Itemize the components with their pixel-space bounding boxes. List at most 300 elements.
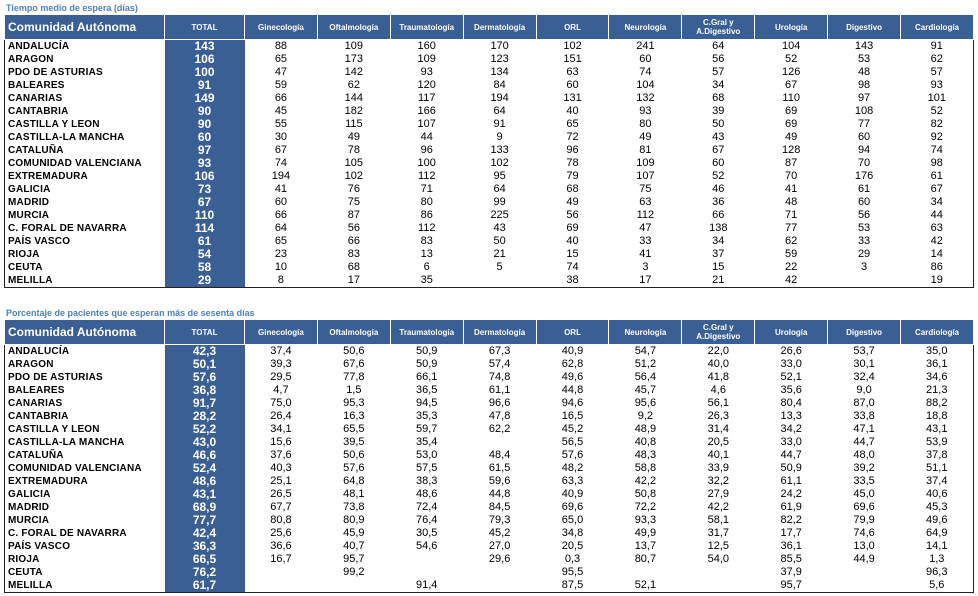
value-cell: 42,2 bbox=[707, 501, 729, 513]
value-cell: 57 bbox=[712, 66, 725, 78]
value-cell bbox=[682, 579, 755, 593]
table-row bbox=[5, 501, 974, 514]
value-cell: 59 bbox=[274, 79, 288, 91]
value-cell: 39 bbox=[712, 105, 725, 117]
value-cell bbox=[682, 566, 755, 579]
value-cell: 57,4 bbox=[488, 358, 511, 370]
value-cell: 13 bbox=[420, 248, 433, 260]
value-cell: 18,8 bbox=[926, 410, 948, 422]
value-cell: 40 bbox=[566, 105, 579, 117]
value-cell: 60 bbox=[712, 157, 725, 169]
value-cell: 14 bbox=[930, 248, 943, 260]
total-cell: 60 bbox=[165, 131, 245, 144]
value-cell: 33,0 bbox=[780, 358, 802, 370]
value-cell: 35 bbox=[420, 274, 433, 286]
value-cell: 49 bbox=[347, 131, 360, 143]
table-row bbox=[5, 235, 974, 248]
value-cell: 84 bbox=[493, 79, 506, 91]
value-cell: 64,8 bbox=[343, 475, 365, 487]
value-cell: 59,7 bbox=[416, 423, 438, 435]
value-cell: 107 bbox=[636, 170, 655, 182]
total-cell: 46,6 bbox=[165, 449, 245, 462]
total-cell: 43,1 bbox=[165, 488, 245, 501]
region-cell: CANTABRIA bbox=[8, 411, 69, 422]
table-row bbox=[5, 170, 974, 183]
value-cell: 60 bbox=[857, 131, 871, 143]
total-cell: 110 bbox=[165, 209, 245, 222]
value-cell: 241 bbox=[636, 40, 655, 52]
table-row bbox=[5, 79, 974, 92]
value-cell: 75,0 bbox=[270, 397, 292, 409]
value-cell: 100 bbox=[417, 157, 436, 169]
value-cell: 33 bbox=[639, 235, 652, 247]
value-cell: 48,4 bbox=[488, 449, 511, 461]
value-cell: 91 bbox=[930, 40, 943, 52]
value-cell: 48,1 bbox=[343, 488, 365, 500]
total-cell: 114 bbox=[165, 222, 245, 235]
total-cell: 149 bbox=[165, 92, 245, 105]
value-cell: 33,5 bbox=[853, 475, 875, 487]
value-cell: 182 bbox=[344, 105, 364, 117]
region-cell: CASTILLA Y LEON bbox=[8, 119, 100, 130]
value-cell: 50 bbox=[712, 118, 725, 130]
value-cell: 50,9 bbox=[416, 345, 438, 357]
value-cell bbox=[317, 579, 390, 593]
value-cell: 22,0 bbox=[707, 345, 729, 357]
value-cell: 96,6 bbox=[488, 397, 511, 409]
value-cell: 52 bbox=[712, 170, 725, 182]
value-cell: 42 bbox=[930, 235, 943, 247]
value-cell: 34,1 bbox=[270, 423, 292, 435]
value-cell: 69 bbox=[785, 118, 798, 130]
value-cell: 93 bbox=[930, 79, 943, 91]
value-cell: 61,1 bbox=[488, 384, 511, 396]
value-cell: 57,5 bbox=[416, 462, 438, 474]
value-cell: 42 bbox=[785, 274, 798, 286]
total-cell: 90 bbox=[165, 118, 245, 131]
total-cell: 54 bbox=[165, 248, 245, 261]
value-cell bbox=[390, 553, 463, 566]
value-cell: 49 bbox=[566, 196, 579, 208]
value-cell: 51,2 bbox=[634, 358, 657, 370]
value-cell: 134 bbox=[490, 66, 509, 78]
region-cell: CANARIAS bbox=[8, 93, 63, 104]
value-cell: 27,0 bbox=[488, 540, 511, 552]
column-header: Dermatología bbox=[463, 15, 536, 40]
value-cell: 58,1 bbox=[707, 514, 729, 526]
value-cell: 36,6 bbox=[270, 540, 292, 552]
total-cell: 143 bbox=[165, 40, 245, 54]
value-cell: 72,4 bbox=[416, 501, 438, 513]
total-cell: 52,2 bbox=[165, 423, 245, 436]
value-cell: 49,6 bbox=[926, 514, 948, 526]
value-cell: 67 bbox=[785, 79, 798, 91]
value-cell: 52 bbox=[785, 53, 798, 65]
column-header: Urología bbox=[755, 320, 828, 345]
value-cell: 26,4 bbox=[270, 410, 292, 422]
value-cell: 79,9 bbox=[853, 514, 875, 526]
table-row bbox=[5, 462, 974, 475]
value-cell: 53 bbox=[857, 222, 871, 234]
value-cell: 5 bbox=[496, 261, 503, 273]
value-cell: 15,6 bbox=[270, 436, 292, 448]
value-cell: 225 bbox=[490, 209, 509, 221]
value-cell: 15 bbox=[712, 261, 725, 273]
region-cell: ANDALUCÍA bbox=[8, 41, 70, 52]
region-cell: PDO DE ASTURIAS bbox=[8, 67, 103, 78]
total-cell: 91 bbox=[165, 79, 245, 92]
value-cell: 82,2 bbox=[780, 514, 802, 526]
value-cell: 41 bbox=[785, 183, 798, 195]
table-row bbox=[5, 358, 974, 371]
region-cell: CEUTA bbox=[8, 567, 43, 578]
table-row bbox=[5, 579, 974, 593]
table-row bbox=[5, 105, 974, 118]
value-cell: 44,7 bbox=[853, 436, 875, 448]
value-cell: 76,4 bbox=[416, 514, 438, 526]
value-cell: 22 bbox=[785, 261, 798, 273]
value-cell: 4,6 bbox=[710, 384, 726, 396]
table-row bbox=[5, 514, 974, 527]
header-region: Comunidad Autónoma bbox=[5, 15, 165, 40]
value-cell: 87 bbox=[785, 157, 798, 169]
value-cell: 19 bbox=[930, 274, 943, 286]
value-cell bbox=[828, 579, 901, 593]
total-cell: 50,1 bbox=[165, 358, 245, 371]
value-cell: 95,7 bbox=[343, 553, 365, 565]
value-cell: 160 bbox=[417, 40, 436, 52]
region-cell: MURCIA bbox=[8, 210, 50, 221]
value-cell: 66,1 bbox=[416, 371, 438, 383]
value-cell: 83 bbox=[420, 235, 433, 247]
value-cell: 56 bbox=[712, 53, 725, 65]
value-cell: 112 bbox=[417, 170, 436, 182]
value-cell: 50,8 bbox=[634, 488, 657, 500]
value-cell: 166 bbox=[417, 105, 436, 117]
region-cell: CATALUÑA bbox=[8, 450, 64, 461]
region-cell: C. FORAL DE NAVARRA bbox=[8, 528, 127, 539]
region-cell: COMUNIDAD VALENCIANA bbox=[8, 158, 142, 169]
value-cell: 82 bbox=[930, 118, 943, 130]
value-cell bbox=[245, 566, 318, 579]
value-cell: 45,9 bbox=[343, 527, 365, 539]
value-cell: 77 bbox=[857, 118, 871, 130]
value-cell: 74 bbox=[639, 66, 652, 78]
region-cell: ANDALUCÍA bbox=[8, 346, 70, 357]
value-cell: 62 bbox=[930, 53, 943, 65]
value-cell: 173 bbox=[344, 53, 364, 65]
value-cell: 67,3 bbox=[488, 345, 511, 357]
value-cell: 60 bbox=[639, 53, 652, 65]
value-cell: 93 bbox=[420, 66, 433, 78]
total-cell: 42,3 bbox=[165, 345, 245, 359]
value-cell: 27,9 bbox=[707, 488, 729, 500]
value-cell: 102 bbox=[344, 170, 364, 182]
value-cell: 25,6 bbox=[270, 527, 292, 539]
table1-title: Tiempo medio de espera (días) bbox=[6, 3, 138, 13]
value-cell: 96 bbox=[420, 144, 433, 156]
value-cell: 109 bbox=[344, 40, 364, 52]
value-cell: 44 bbox=[930, 209, 943, 221]
value-cell: 66 bbox=[712, 209, 725, 221]
value-cell: 51,1 bbox=[926, 462, 948, 474]
value-cell: 44,9 bbox=[853, 553, 875, 565]
value-cell: 68 bbox=[566, 183, 579, 195]
header-total: TOTAL bbox=[165, 320, 245, 345]
table-row bbox=[5, 222, 974, 235]
value-cell: 98 bbox=[857, 79, 871, 91]
value-cell: 120 bbox=[417, 79, 436, 91]
value-cell: 194 bbox=[271, 170, 291, 182]
value-cell: 104 bbox=[782, 40, 801, 52]
total-cell: 97 bbox=[165, 144, 245, 157]
total-cell: 68,9 bbox=[165, 501, 245, 514]
value-cell: 109 bbox=[417, 53, 436, 65]
column-header: Urología bbox=[755, 15, 828, 40]
region-cell: MELILLA bbox=[8, 275, 53, 286]
value-cell: 80 bbox=[639, 118, 652, 130]
value-cell: 66 bbox=[274, 92, 288, 104]
value-cell: 74,6 bbox=[853, 527, 875, 539]
total-cell: 42,4 bbox=[165, 527, 245, 540]
table-row bbox=[5, 209, 974, 222]
value-cell: 61 bbox=[930, 170, 943, 182]
table-row bbox=[5, 131, 974, 144]
value-cell: 60 bbox=[566, 79, 579, 91]
column-header: Oftalmología bbox=[317, 320, 390, 345]
value-cell: 87,5 bbox=[561, 579, 584, 591]
total-cell: 106 bbox=[165, 53, 245, 66]
value-cell: 60 bbox=[857, 196, 871, 208]
value-cell: 45 bbox=[274, 105, 288, 117]
value-cell: 77 bbox=[785, 222, 798, 234]
value-cell: 64 bbox=[712, 40, 725, 52]
table-row bbox=[5, 410, 974, 423]
value-cell bbox=[463, 274, 536, 288]
value-cell: 97 bbox=[857, 92, 871, 104]
value-cell: 0,3 bbox=[564, 553, 581, 565]
value-cell: 94,6 bbox=[561, 397, 584, 409]
value-cell: 109 bbox=[636, 157, 655, 169]
value-cell: 5,6 bbox=[929, 579, 945, 591]
value-cell: 74,8 bbox=[488, 371, 511, 383]
value-cell: 112 bbox=[636, 209, 655, 221]
value-cell: 131 bbox=[563, 92, 582, 104]
total-cell: 77,7 bbox=[165, 514, 245, 527]
value-cell: 52,1 bbox=[780, 371, 802, 383]
value-cell: 80,8 bbox=[270, 514, 292, 526]
column-header: Cardiología bbox=[901, 320, 974, 345]
value-cell: 61 bbox=[857, 183, 871, 195]
value-cell: 20,5 bbox=[707, 436, 729, 448]
total-cell: 29 bbox=[165, 274, 245, 288]
value-cell: 75 bbox=[347, 196, 360, 208]
total-cell: 91,7 bbox=[165, 397, 245, 410]
value-cell: 47 bbox=[274, 66, 288, 78]
total-cell: 106 bbox=[165, 170, 245, 183]
value-cell: 69 bbox=[785, 105, 798, 117]
value-cell bbox=[609, 566, 682, 579]
value-cell: 53,9 bbox=[926, 436, 948, 448]
total-cell: 28,2 bbox=[165, 410, 245, 423]
value-cell: 112 bbox=[417, 222, 436, 234]
value-cell: 93 bbox=[639, 105, 652, 117]
value-cell: 91,4 bbox=[416, 579, 438, 591]
table-row bbox=[5, 66, 974, 79]
value-cell: 41,8 bbox=[707, 371, 729, 383]
value-cell: 86 bbox=[420, 209, 433, 221]
value-cell: 37,9 bbox=[780, 566, 802, 578]
region-cell: CEUTA bbox=[8, 262, 43, 273]
value-cell: 59 bbox=[785, 248, 798, 260]
value-cell: 138 bbox=[709, 222, 728, 234]
column-header: Ginecología bbox=[245, 320, 318, 345]
value-cell: 132 bbox=[636, 92, 655, 104]
value-cell: 48,2 bbox=[561, 462, 584, 474]
value-cell: 46 bbox=[712, 183, 725, 195]
value-cell: 101 bbox=[927, 92, 946, 104]
value-cell: 24,2 bbox=[780, 488, 802, 500]
value-cell: 40,1 bbox=[707, 449, 729, 461]
table-row bbox=[5, 118, 974, 131]
value-cell: 67 bbox=[274, 144, 288, 156]
region-cell: MADRID bbox=[8, 502, 50, 513]
value-cell: 65,5 bbox=[343, 423, 365, 435]
value-cell: 13,3 bbox=[780, 410, 802, 422]
value-cell: 128 bbox=[782, 144, 801, 156]
value-cell: 99 bbox=[493, 196, 506, 208]
value-cell: 48,0 bbox=[853, 449, 875, 461]
value-cell: 35,6 bbox=[780, 384, 802, 396]
header-region: Comunidad Autónoma bbox=[5, 320, 165, 345]
value-cell: 50,6 bbox=[343, 449, 365, 461]
value-cell: 77,8 bbox=[343, 371, 365, 383]
region-cell: MURCIA bbox=[8, 515, 50, 526]
value-cell: 59,6 bbox=[488, 475, 511, 487]
value-cell: 13,0 bbox=[853, 540, 875, 552]
value-cell: 78 bbox=[347, 144, 360, 156]
column-header: Digestivo bbox=[828, 320, 901, 345]
value-cell: 44,7 bbox=[780, 449, 802, 461]
value-cell: 38 bbox=[566, 274, 579, 286]
total-cell: 76,2 bbox=[165, 566, 245, 579]
column-header: ORL bbox=[536, 15, 609, 40]
column-header: ORL bbox=[536, 320, 609, 345]
value-cell: 81 bbox=[639, 144, 652, 156]
value-cell: 56,4 bbox=[634, 371, 657, 383]
value-cell: 1,3 bbox=[929, 553, 945, 565]
value-cell: 60 bbox=[274, 196, 288, 208]
value-cell: 56 bbox=[857, 209, 871, 221]
value-cell: 88,2 bbox=[926, 397, 948, 409]
total-cell: 66,5 bbox=[165, 553, 245, 566]
table-row bbox=[5, 449, 974, 462]
waiting-time-table bbox=[4, 14, 974, 288]
value-cell: 36 bbox=[712, 196, 725, 208]
value-cell: 32,4 bbox=[853, 371, 875, 383]
value-cell: 10 bbox=[274, 261, 288, 273]
value-cell: 104 bbox=[636, 79, 655, 91]
value-cell: 53 bbox=[857, 53, 871, 65]
value-cell: 57 bbox=[930, 66, 943, 78]
value-cell: 79,3 bbox=[488, 514, 511, 526]
value-cell: 37 bbox=[712, 248, 725, 260]
region-cell: MADRID bbox=[8, 197, 50, 208]
column-header: Neurología bbox=[609, 15, 682, 40]
value-cell: 56,1 bbox=[707, 397, 729, 409]
value-cell: 62 bbox=[347, 79, 360, 91]
value-cell: 69,6 bbox=[853, 501, 875, 513]
column-header: Dermatología bbox=[463, 320, 536, 345]
value-cell: 88 bbox=[274, 40, 288, 52]
header-total: TOTAL bbox=[165, 15, 245, 40]
region-cell: BALEARES bbox=[8, 385, 65, 396]
value-cell: 21 bbox=[712, 274, 725, 286]
value-cell: 17,7 bbox=[780, 527, 802, 539]
value-cell: 30,5 bbox=[416, 527, 438, 539]
value-cell: 65 bbox=[274, 53, 288, 65]
value-cell: 38,3 bbox=[416, 475, 438, 487]
value-cell: 73,8 bbox=[343, 501, 365, 513]
value-cell: 117 bbox=[417, 92, 436, 104]
value-cell: 40,0 bbox=[707, 358, 729, 370]
value-cell: 48 bbox=[785, 196, 798, 208]
value-cell: 41 bbox=[274, 183, 288, 195]
value-cell: 95,3 bbox=[343, 397, 365, 409]
table-row bbox=[5, 92, 974, 105]
region-cell: CASTILLA-LA MANCHA bbox=[8, 437, 125, 448]
value-cell: 34 bbox=[712, 79, 725, 91]
value-cell: 74 bbox=[566, 261, 579, 273]
value-cell: 63,3 bbox=[561, 475, 584, 487]
value-cell: 65 bbox=[274, 235, 288, 247]
region-cell: CANTABRIA bbox=[8, 106, 69, 117]
value-cell: 35,4 bbox=[416, 436, 438, 448]
value-cell: 31,7 bbox=[707, 527, 729, 539]
table-row bbox=[5, 261, 974, 274]
table-row bbox=[5, 371, 974, 384]
column-header: Traumatología bbox=[390, 320, 463, 345]
value-cell: 64,9 bbox=[926, 527, 948, 539]
table-row bbox=[5, 345, 974, 359]
value-cell: 99,2 bbox=[343, 566, 365, 578]
value-cell: 16,5 bbox=[561, 410, 584, 422]
column-header: Digestivo bbox=[828, 15, 901, 40]
table-row bbox=[5, 274, 974, 288]
value-cell: 56 bbox=[347, 222, 360, 234]
value-cell: 74 bbox=[930, 144, 943, 156]
value-cell: 35,3 bbox=[416, 410, 438, 422]
column-header: Traumatología bbox=[390, 15, 463, 40]
region-cell: BALEARES bbox=[8, 80, 65, 91]
value-cell: 105 bbox=[344, 157, 364, 169]
value-cell: 40,9 bbox=[561, 345, 584, 357]
value-cell: 95,6 bbox=[634, 397, 657, 409]
value-cell: 102 bbox=[490, 157, 509, 169]
value-cell: 45,2 bbox=[561, 423, 584, 435]
value-cell: 96 bbox=[566, 144, 579, 156]
value-cell: 96,3 bbox=[926, 566, 948, 578]
value-cell: 57,6 bbox=[561, 449, 584, 461]
value-cell: 48,3 bbox=[634, 449, 657, 461]
table-row bbox=[5, 436, 974, 449]
value-cell: 54,6 bbox=[416, 540, 438, 552]
value-cell: 71 bbox=[785, 209, 798, 221]
value-cell: 142 bbox=[344, 66, 364, 78]
value-cell: 93,3 bbox=[634, 514, 657, 526]
value-cell: 40,9 bbox=[561, 488, 584, 500]
value-cell: 107 bbox=[417, 118, 436, 130]
